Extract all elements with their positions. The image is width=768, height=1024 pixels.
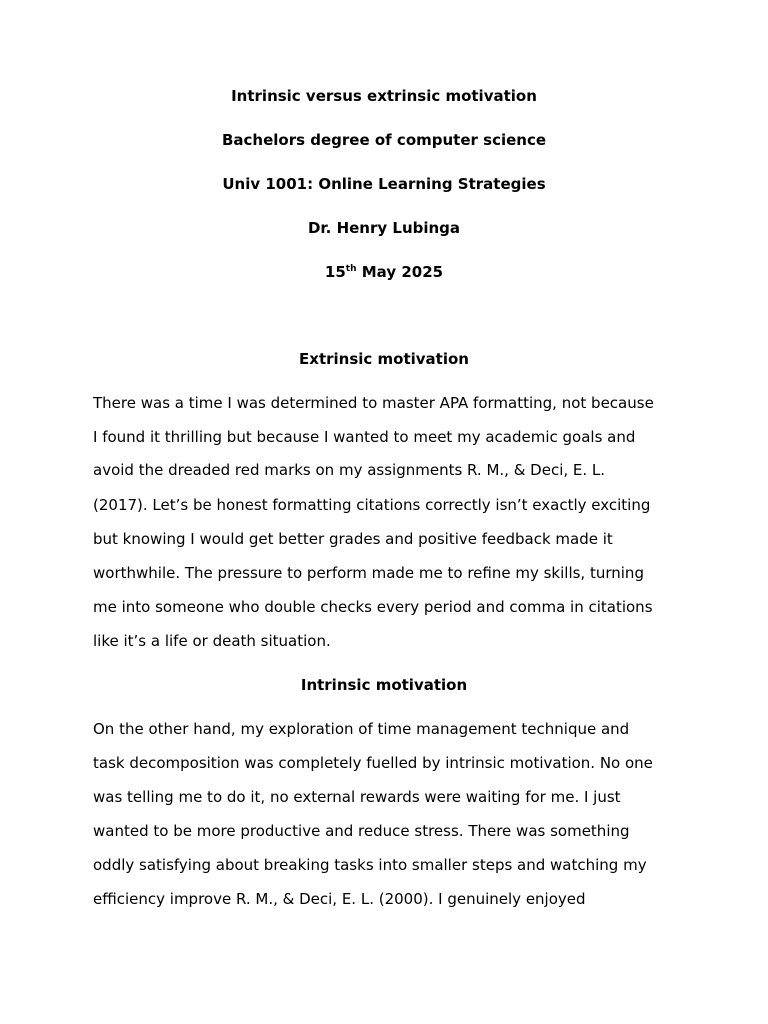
paragraph-line: task decomposition was completely fuelled by intrinsic motivation. No one <box>93 754 653 772</box>
instructor-line: Dr. Henry Lubinga <box>307 219 461 237</box>
course-line: Univ 1001: Online Learning Strategies <box>222 175 546 193</box>
paragraph-line: avoid the dreaded red marks on my assignments R. M., & Deci, E. L. <box>93 461 606 479</box>
paragraph-line: was telling me to do it, no external rewards were waiting for me. I just <box>93 788 621 806</box>
section-heading-extrinsic: Extrinsic motivation <box>299 350 469 368</box>
date-line <box>0 262 768 285</box>
degree-line: Bachelors degree of computer science <box>221 131 547 149</box>
section-heading-intrinsic: Intrinsic motivation <box>300 676 468 694</box>
date-month-year: May 2025 <box>356 263 444 281</box>
paragraph-line: me into someone who double checks every period and comma in citations <box>93 598 653 616</box>
document-title: Intrinsic versus extrinsic motivation <box>231 87 537 105</box>
paragraph-line: efficiency improve R. M., & Deci, E. L. (2000). I genuinely enjoyed <box>93 890 586 908</box>
paragraph-line: worthwhile. The pressure to perform made me to refine my skills, turning <box>93 564 644 582</box>
paragraph-line: I found it thrilling but because I wanted to meet my academic goals and <box>93 428 636 446</box>
paragraph-line: like it’s a life or death situation. <box>93 632 331 650</box>
paragraph-line: There was a time I was determined to master APA formatting, not because <box>93 394 654 412</box>
date-day: 15 <box>324 263 346 281</box>
paragraph-line: wanted to be more productive and reduce stress. There was something <box>93 822 630 840</box>
paragraph-line: (2017). Let’s be honest formatting citations correctly isn’t exactly exciting <box>93 496 651 514</box>
paragraph-line: but knowing I would get better grades and positive feedback made it <box>93 530 613 548</box>
date-suffix: th <box>345 264 357 274</box>
paragraph-line: oddly satisfying about breaking tasks into smaller steps and watching my <box>93 856 647 874</box>
paragraph-line: On the other hand, my exploration of time management technique and <box>93 720 630 738</box>
